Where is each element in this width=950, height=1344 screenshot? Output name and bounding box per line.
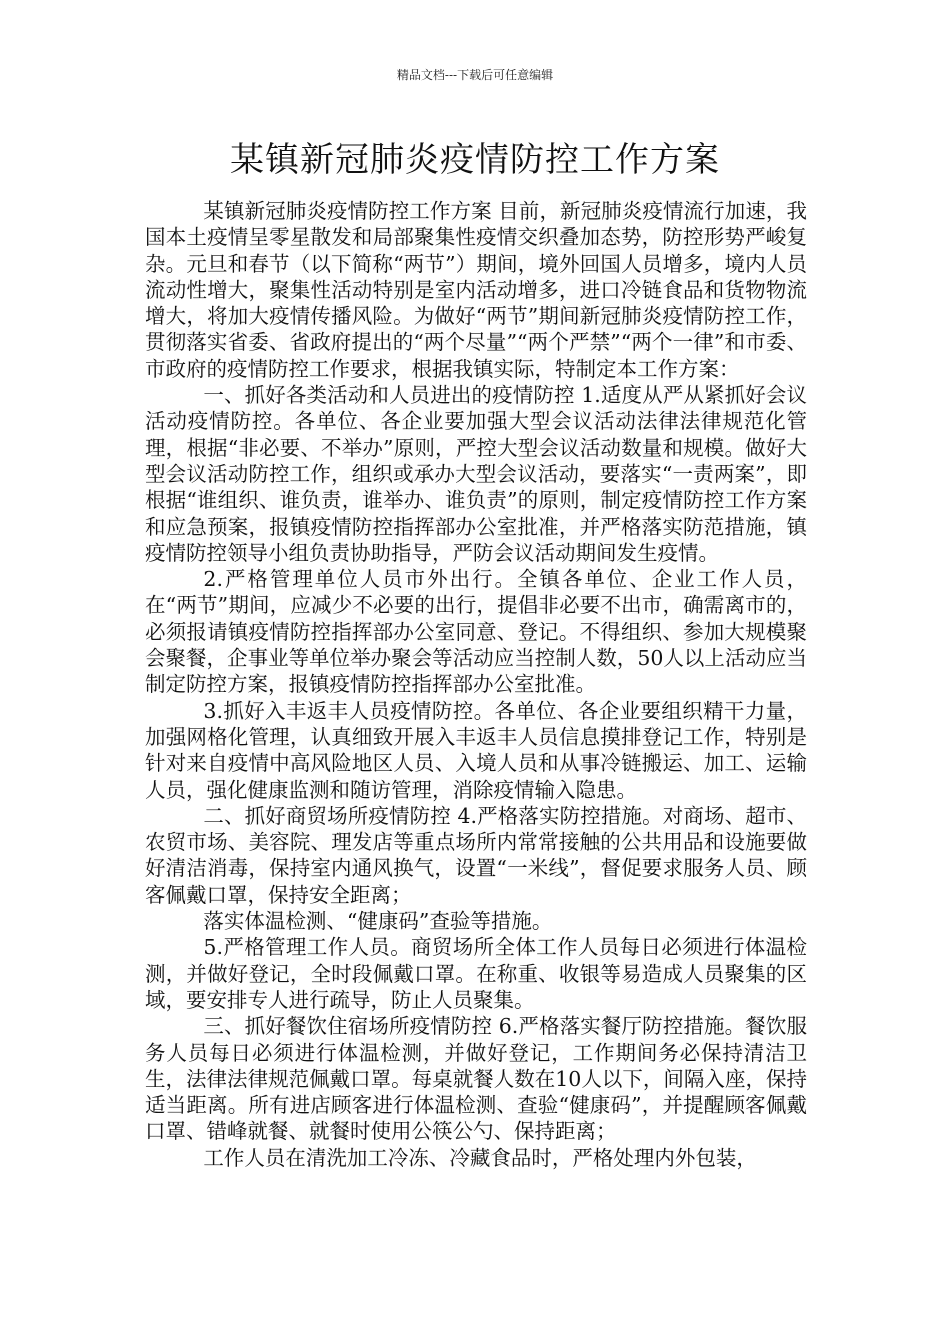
paragraph-item-6-continued: 工作人员在清洗加工冷冻、冷藏食品时，严格处理内外包装，: [203, 1145, 757, 1170]
paragraph-section-3-item-6: 三、抓好餐饮住宿场所疫情防控 6.严格落实餐厅防控措施。餐饮服务人员每日必须进行体温检测，并做好登记，工作期间务必保持清洁卫生，法律法律规范佩戴口罩。每桌就餐人数在10人以下，间隔入座，保持适当距离。所有进店顾客进行体温检测、查验“健康码”，并提醒顾客佩戴口罩、错峰就餐、就餐时使用公筷公勺、保持距离；: [145, 1014, 807, 1144]
paragraph-intro: 某镇新冠肺炎疫情防控工作方案 目前，新冠肺炎疫情流行加速，我国本土疫情呈零星散发和局部聚集性疫情交织叠加态势，防控形势严峻复杂。元旦和春节（以下简称“两节”）期间，境外回国人员增多，境内人员流动性增大，聚集性活动特别是室内活动增多，进口冷链食品和货物物流增大，将加大疫情传播风险。为做好“两节”期间新冠肺炎疫情防控工作，贯彻落实省委、省政府提出的“两个尽量”“两个严禁”“两个一律”和市委、市政府的疫情防控工作要求，根据我镇实际，特制定本工作方案：: [145, 199, 807, 381]
paragraph-item-2: 2.严格管理单位人员市外出行。全镇各单位、企业工作人员，在“两节”期间，应减少不必要的出行，提倡非必要不出市，确需离市的，必须报请镇疫情防控指挥部办公室同意、登记。不得组织、参加大规模聚会聚餐，企事业等单位举办聚会等活动应当控制人数，50人以上活动应当制定防控方案，报镇疫情防控指挥部办公室批准。: [145, 567, 807, 697]
paragraph-item-4-continued: 落实体温检测、“健康码”查验等措施。: [203, 909, 553, 934]
document-title: 某镇新冠肺炎疫情防控工作方案: [230, 140, 720, 180]
paragraph-item-3: 3.抓好入丰返丰人员疫情防控。各单位、各企业要组织精干力量，加强网格化管理，认真细致开展入丰返丰人员信息摸排登记工作，特别是针对来自疫情中高风险地区人员、入境人员和从事冷链搬运、加工、运输人员，强化健康监测和随访管理，消除疫情输入隐患。: [145, 698, 807, 802]
paragraph-item-5: 5.严格管理工作人员。商贸场所全体工作人员每日必须进行体温检测，并做好登记，全时段佩戴口罩。在称重、收银等易造成人员聚集的区域，要安排专人进行疏导，防止人员聚集。: [145, 935, 807, 1012]
paragraph-section-2-item-4: 二、抓好商贸场所疫情防控 4.严格落实防控措施。对商场、超市、农贸市场、美容院、理发店等重点场所内常常接触的公共用品和设施要做好清洁消毒，保持室内通风换气，设置“一米线”，督促要求服务人员、顾客佩戴口罩，保持安全距离；: [145, 803, 807, 907]
page-header: 精品文档---下载后可任意编辑: [396, 68, 554, 82]
paragraph-section-1-item-1: 一、抓好各类活动和人员进出的疫情防控 1.适度从严从紧抓好会议活动疫情防控。各单位、各企业要加强大型会议活动法律法律规范化管理，根据“非必要、不举办”原则，严控大型会议活动数量和规模。做好大型会议活动防控工作，组织或承办大型会议活动，要落实“一责两案”，即根据“谁组织、谁负责，谁举办、谁负责”的原则，制定疫情防控工作方案和应急预案，报镇疫情防控指挥部办公室批准，并严格落实防范措施，镇疫情防控领导小组负责协助指导，严防会议活动期间发生疫情。: [145, 383, 807, 565]
document-body: [145, 198, 807, 1171]
